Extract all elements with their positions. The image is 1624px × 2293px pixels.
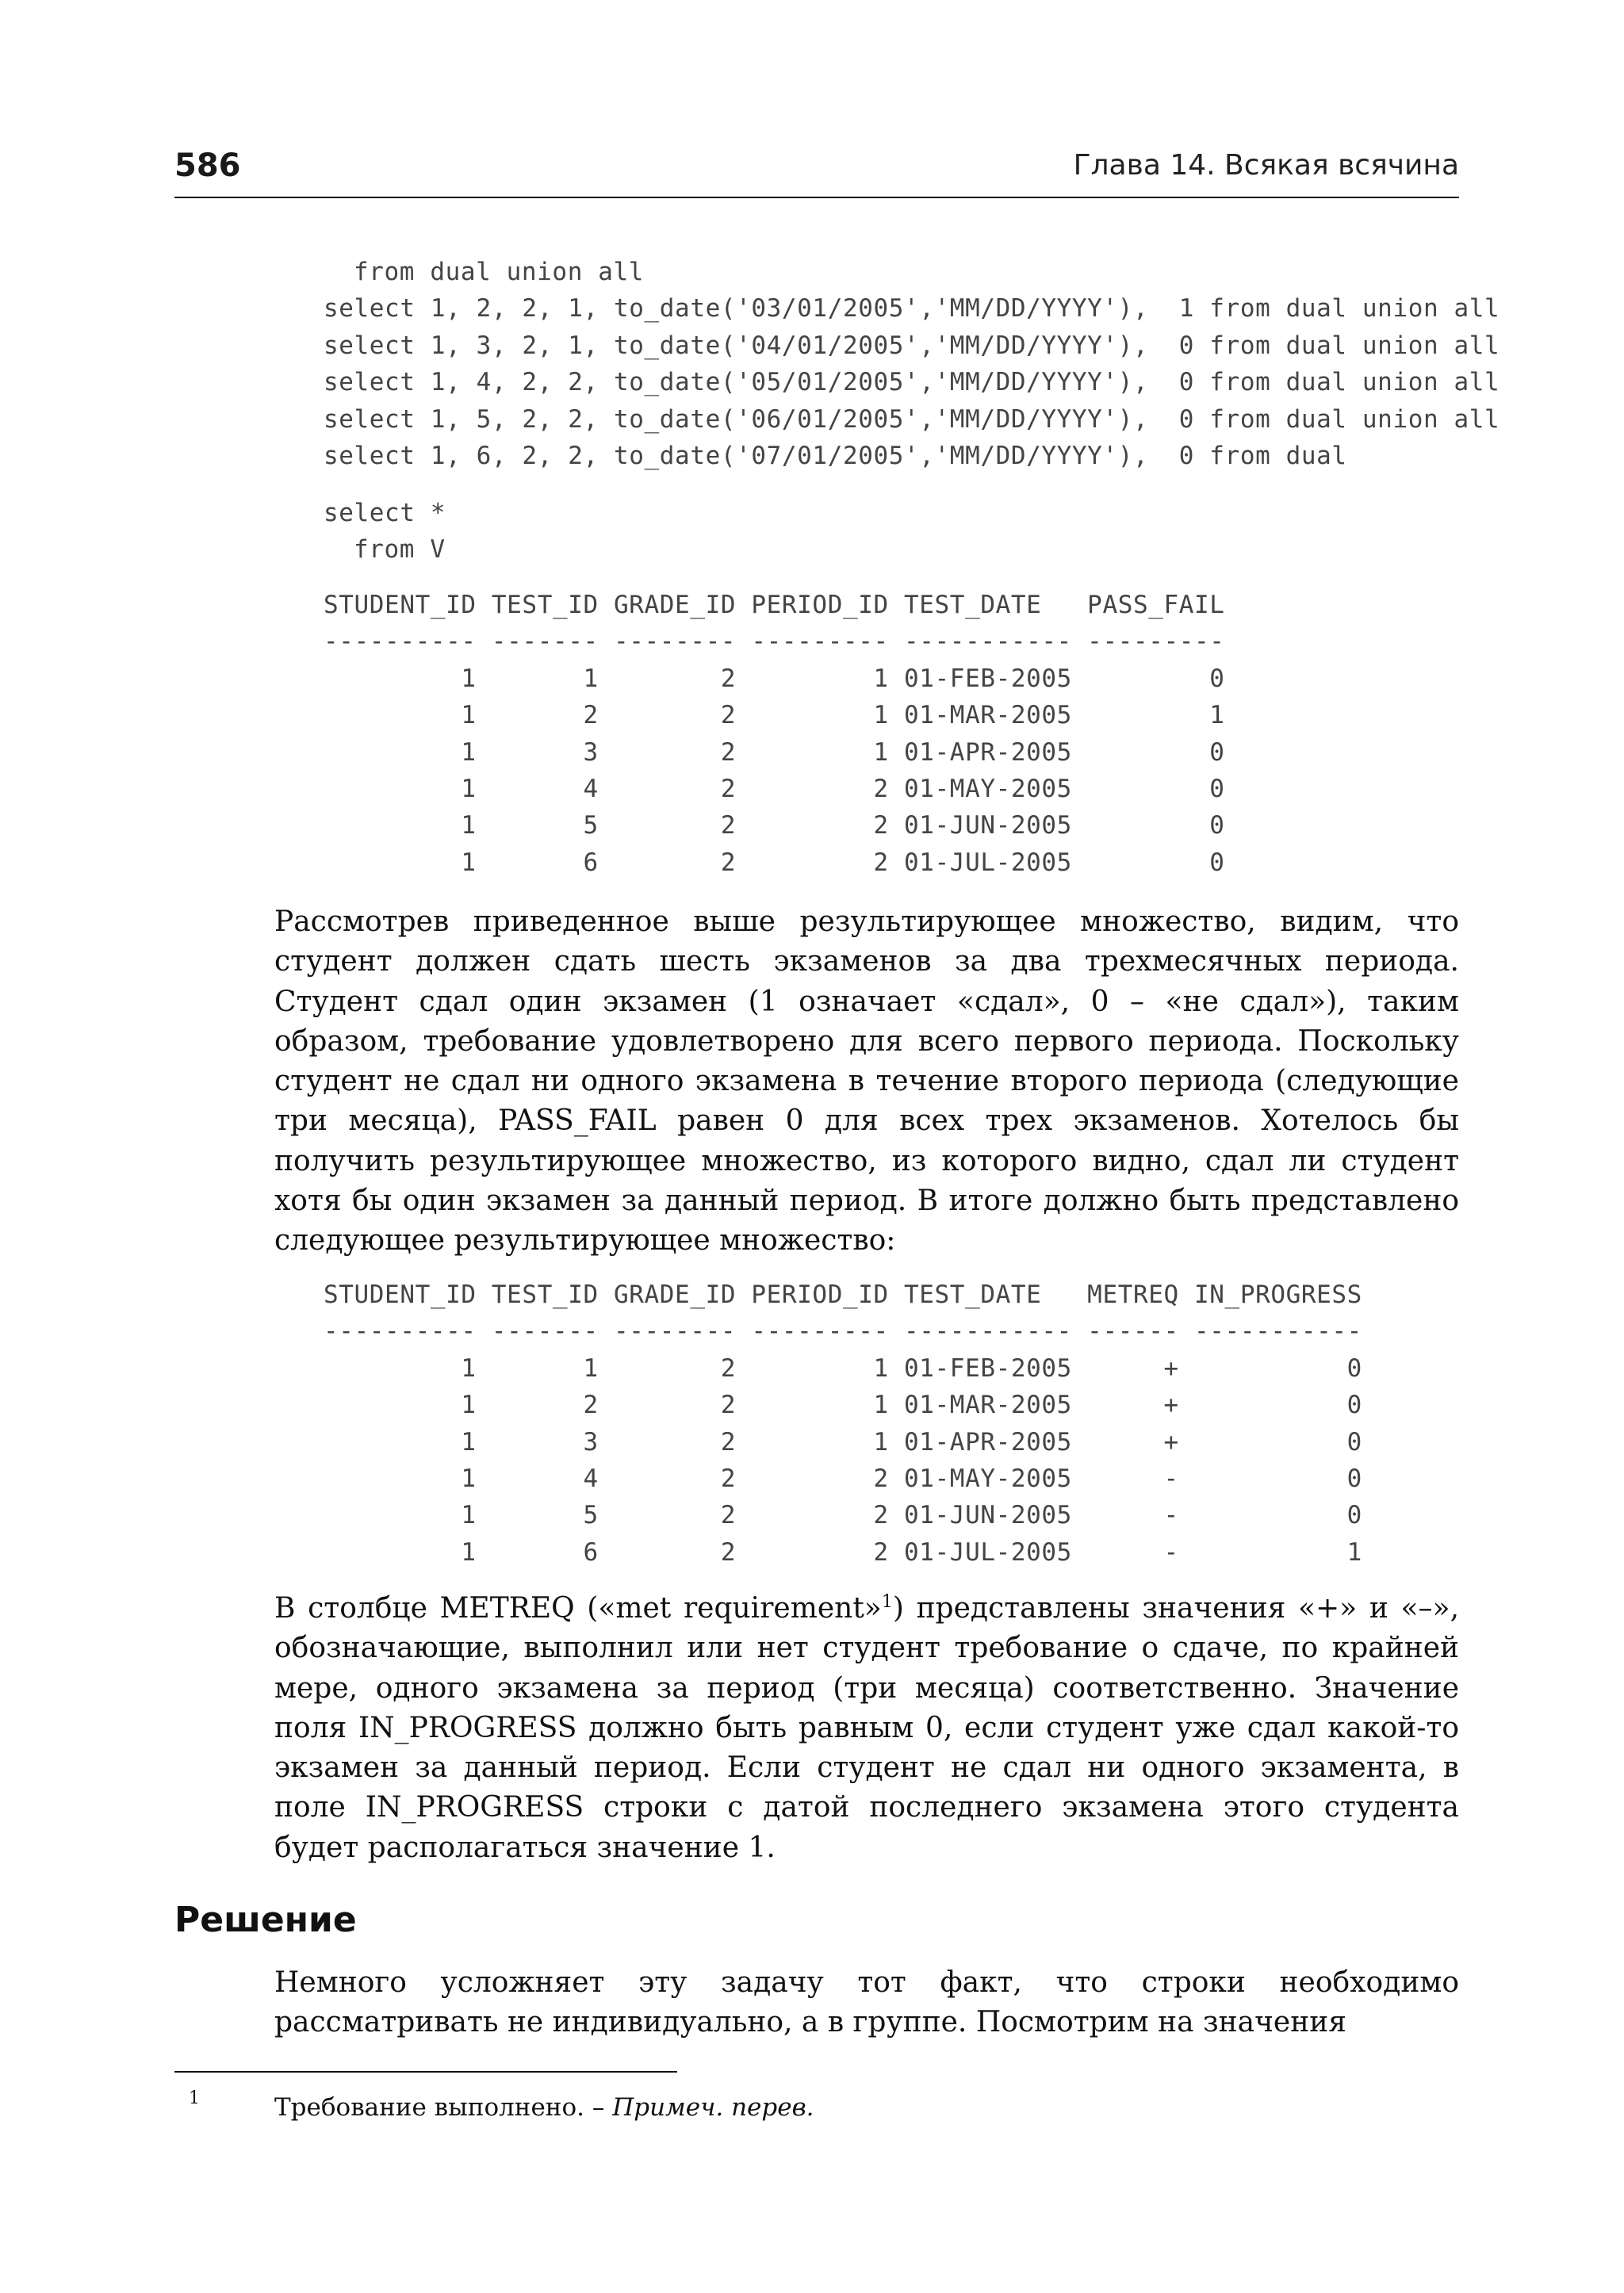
table-row: 1 1 2 1 01-FEB-2005 + 0 [324, 1353, 1362, 1383]
table-row: 1 5 2 2 01-JUN-2005 0 [324, 811, 1225, 840]
table-row: 1 6 2 2 01-JUL-2005 - 1 [324, 1537, 1362, 1567]
table-header: STUDENT_ID TEST_ID GRADE_ID PERIOD_ID TEST_DATE METREQ IN_PROGRESS [324, 1280, 1362, 1309]
header-rule [174, 197, 1459, 198]
table-header: STUDENT_ID TEST_ID GRADE_ID PERIOD_ID TEST_DATE PASS_FAIL [324, 591, 1225, 619]
table-row: 1 4 2 2 01-MAY-2005 - 0 [324, 1464, 1362, 1493]
query-from-line: from V [354, 535, 446, 565]
table-row: 1 3 2 1 01-APR-2005 0 [324, 737, 1225, 767]
table-row: 1 4 2 2 01-MAY-2005 0 [324, 774, 1225, 803]
table-row: 1 2 2 1 01-MAR-2005 1 [324, 701, 1225, 730]
paragraph-solution: Немного усложняет эту задачу тот факт, что строки необходимо рассматривать не индивидуально, а в группе. Посмотрим на значения [274, 1966, 1459, 2039]
code-line: select 1, 6, 2, 2, to_date('07/01/2005','MM/DD/YYYY'), 0 from dual [324, 441, 1347, 470]
table-row: 1 5 2 2 01-JUN-2005 - 0 [324, 1501, 1362, 1530]
footnote-rule [174, 2071, 677, 2073]
table-row: 1 3 2 1 01-APR-2005 + 0 [324, 1427, 1362, 1457]
footnote-emphasis: Примеч. перев. [612, 2093, 814, 2122]
page-number: 586 [174, 147, 241, 184]
table-divider: ---------- ------- -------- --------- ----------- --------- [324, 627, 1225, 657]
table-divider: ---------- ------- -------- --------- ----------- ------ ----------- [324, 1317, 1362, 1346]
footnote [189, 2088, 814, 2122]
code-line: select 1, 2, 2, 1, to_date('03/01/2005','MM/DD/YYYY'), 1 from dual union all [324, 294, 1500, 323]
code-line: select 1, 4, 2, 2, to_date('05/01/2005','MM/DD/YYYY'), 0 from dual union all [324, 368, 1500, 397]
running-head: Глава 14. Всякая всячина [1073, 149, 1459, 182]
paragraph-metreq: В столбце METREQ («met requirement»$^1$) представлены значения «+» и «–», обозначающие, выполнил или нет студент требование о сдаче, по крайней мере, одного экзамена за период (три месяца) соответственно. Значение поля IN_PROGRESS должно быть равным 0, если студент уже сдал какой-то экзамен за данный период. Если студент не сдал ни одного экзамента, в поле IN_PROGRESS строки с датой последнего экзамена этого студента будет располагаться значение 1. [274, 1592, 1460, 1864]
code-line: from dual union all [354, 258, 645, 286]
page-header [174, 147, 1459, 195]
footnote-reference: 1 [881, 1592, 893, 1612]
paragraph-analysis: Рассмотрев приведенное выше результирующее множество, видим, что студент должен сдать шесть экзаменов за два трехмесячных периода. Студент сдал один экзамен (1 означает «сдал», 0 – «не сдал»), таким образом, требование удовлетворено для всего первого периода. Поскольку студент не сдал ни одного экзамена в течение второго периода (следующие три месяца), PASS_FAIL равен 0 для всех трех экзаменов. Хотелось бы получить результирующее множество, из которого видно, сдал ли студент хотя бы один экзамен за данный период. В итоге должно быть представлено следующее результирующее множество: [274, 905, 1459, 1258]
table-row: 1 6 2 2 01-JUL-2005 0 [324, 848, 1225, 877]
footnote-text: Требование выполнено. – [274, 2093, 613, 2122]
code-listing [324, 254, 1500, 474]
select-query [324, 495, 446, 568]
code-line: select 1, 5, 2, 2, to_date('06/01/2005','MM/DD/YYYY'), 0 from dual union all [324, 404, 1500, 434]
query-select-line: select * [324, 499, 446, 527]
section-heading: Решение [174, 1900, 357, 1940]
table-row: 1 1 2 1 01-FEB-2005 0 [324, 664, 1225, 693]
footnote-number: 1 [189, 2088, 200, 2108]
result-table-pass-fail [324, 587, 1225, 881]
result-table-metreq [324, 1277, 1362, 1571]
code-line: select 1, 3, 2, 1, to_date('04/01/2005','MM/DD/YYYY'), 0 from dual union all [324, 331, 1500, 360]
table-row: 1 2 2 1 01-MAR-2005 + 0 [324, 1391, 1362, 1420]
